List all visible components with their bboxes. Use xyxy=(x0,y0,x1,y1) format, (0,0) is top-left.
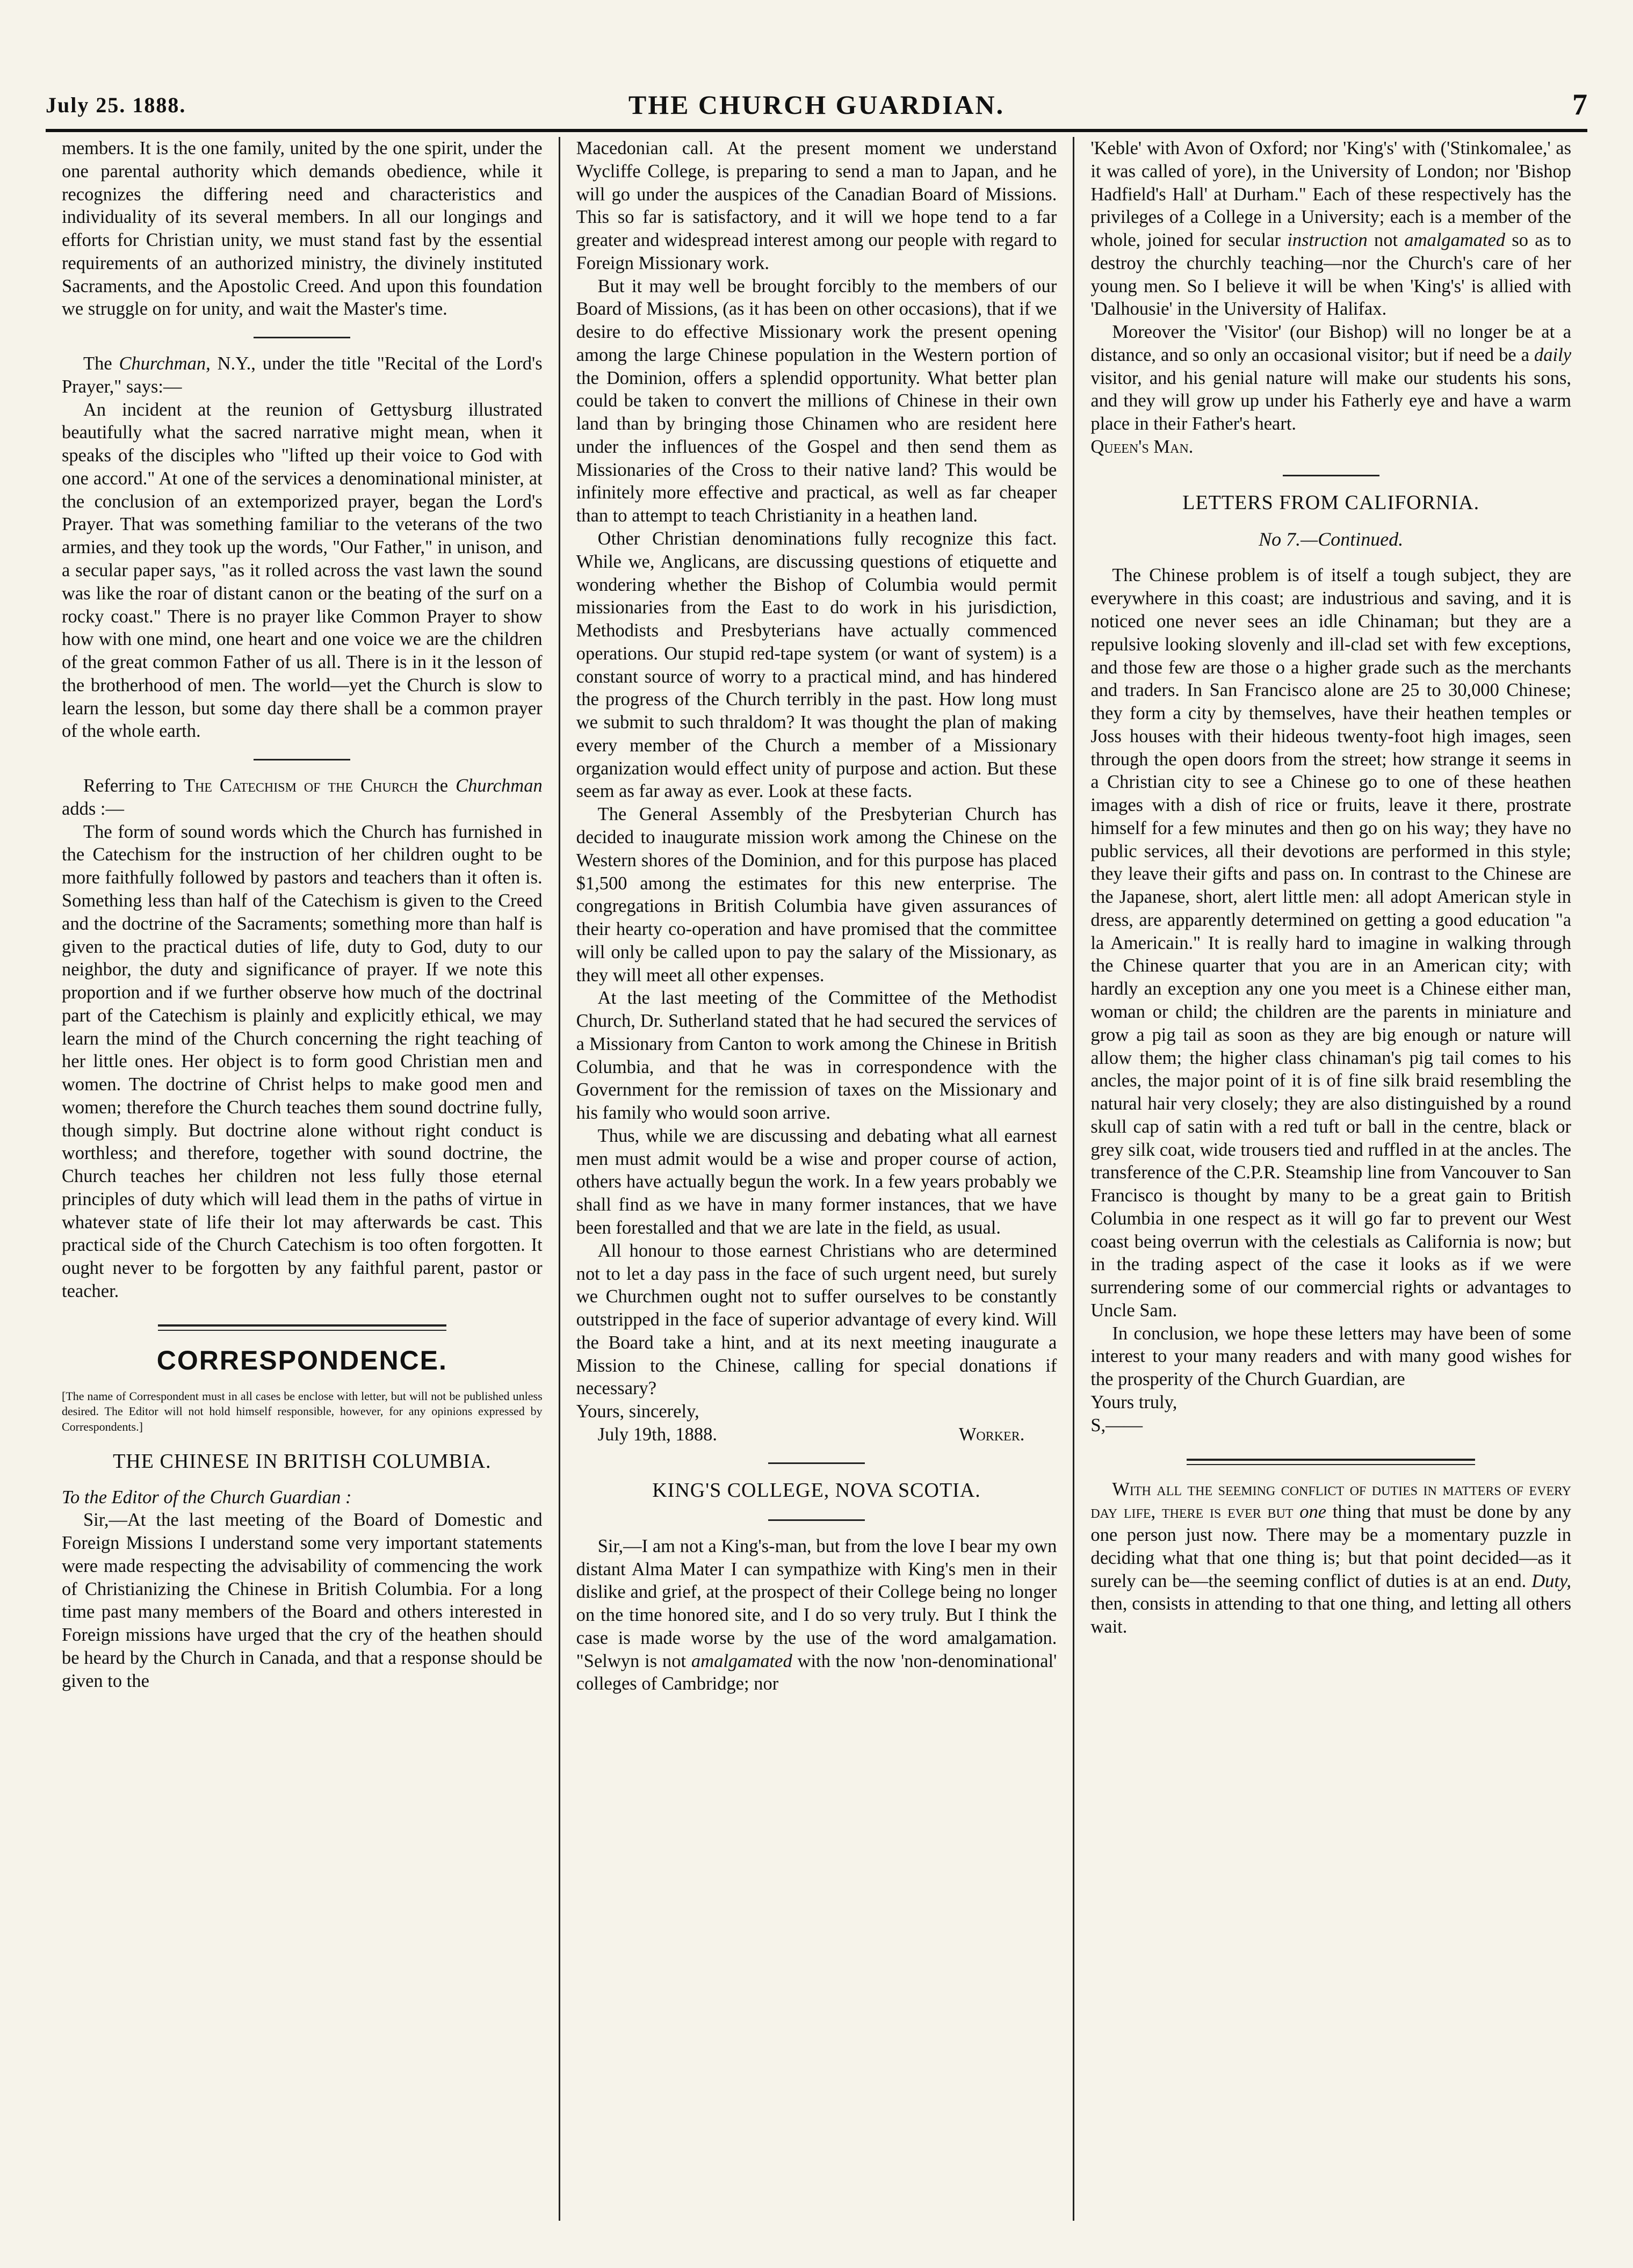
closing-line: Yours, sincerely, xyxy=(576,1401,699,1422)
paragraph: Moreover the 'Visitor' (our Bishop) will no longer be at a distance, and so only an occasional visitor; but if need be a daily visitor, and his genial nature will make our students his sons, and they will grow up under his Fatherly eye and have a warm place in their Father's heart. xyxy=(1090,322,1572,434)
quoted-paragraph: An incident at the reunion of Gettysburg illustrated beautifully what the sacred narrative might mean, when it speaks of the disciples who "lifted up their voice to God with one accord." At one of the services a denominational minister, at the conclusion of an extemporized prayer, began the Lord's Prayer. That was something familiar to the veterans of the two armies, and they took up the words, "Our Father," in unison, and a secular paper says, "as it rolled across the vast lawn the sound was like the roar of distant canon or the beating of the surf on a rocky coast." There is no prayer like Common Prayer to show how with one mind, one heart and one voice we are the children of the great common Father of us all. There is in it the lesson of the brotherhood of men. The world—yet the Church is slow to learn the lesson, but some day there shall be a common prayer of the whole earth. xyxy=(62,399,543,742)
article-headline: KING'S COLLEGE, NOVA SCOTIA. xyxy=(652,1479,981,1502)
signature: Queen's Man. xyxy=(1090,436,1194,457)
paragraph: Thus, while we are discussing and debating what all earnest men must admit would be a wise and proper course of action, others have actually begun the work. In a few years probably we shall find as we have in many former instances, that we have been forestalled and that we are late in the field, as usual. xyxy=(576,1125,1057,1238)
paragraph: But it may well be brought forcibly to the members of our Board of Missions, (as it has been on other occasions), that if we desire to do effective Missionary work the present opening among the large Chinese population in the Western portion of the Dominion, offers a splendid opportunity. What better plan could be taken to convert the millions of Chinese in their own land than by bringing those Chinamen who are resident here under the influences of the Gospel and then send them as Missionaries of the Cross to their native land? This would be infinitely more effective and practical, as well as far cheaper than to attempt to teach Christianity in a heathen land. xyxy=(576,276,1057,526)
paragraph: Sir,—At the last meeting of the Board of Domestic and Foreign Missions I understand some very important statements were made respecting the advisability of commencing the work of Christianizing the Chinese in British Columbia. For a long time past many members of the Board and others interested in Foreign missions have urged that the cry of the heathen should be heard by the Church in Canada, and that a response should be given to the xyxy=(62,1510,543,1691)
section-divider xyxy=(1187,1459,1475,1465)
section-title: CORRESPONDENCE. xyxy=(156,1345,447,1375)
divider xyxy=(768,1519,865,1521)
paragraph: In conclusion, we hope these letters may have been of some interest to your many readers and with many good wishes for the prosperity of the Church Guardian, are xyxy=(1090,1323,1572,1390)
letter-date: July 19th, 1888. xyxy=(597,1424,718,1445)
signature: S,—— xyxy=(1090,1415,1143,1436)
divider xyxy=(1283,475,1379,476)
text-columns xyxy=(46,137,1587,2221)
paragraph: The Churchman, N.Y., under the title "Recital of the Lord's Prayer," says:— xyxy=(62,353,543,397)
section-divider xyxy=(158,1324,446,1331)
paragraph: Macedonian call. At the present moment we understand Wycliffe College, is preparing to send a man to Japan, and he will go under the auspices of the Canadian Board of Missions. This so far is satisfactory, and it will we hope tend to a far greater and widespread interest among our people with regard to Foreign Missionary work. xyxy=(576,138,1057,273)
paragraph: With all the seeming conflict of duties in matters of every day life, there is ever but one thing that must be done by any one person just now. There may be a momentary puzzle in deciding what that one thing is; but that point decided—as it surely can be—the seeming conflict of duties is at an end. Duty, then, consists in attending to that one thing, and letting all others wait. xyxy=(1090,1479,1572,1637)
issue-date: July 25. 1888. xyxy=(46,92,186,117)
masthead xyxy=(46,81,1587,132)
paragraph: Sir,—I am not a King's-man, but from the love I bear my own distant Alma Mater I can sympathize with King's men in their dislike and grief, at the prospect of their College being no longer on the time honored site, and I do so very truly. But I think the case is made worse by the use of the word amalgamation. "Selwyn is not amalgamated with the now 'non-denominational' colleges of Cambridge; nor xyxy=(576,1535,1057,1694)
article-subhead: No 7.—Continued. xyxy=(1259,528,1404,550)
page-number: 7 xyxy=(1572,88,1587,121)
divider xyxy=(254,759,350,760)
column-3 xyxy=(1073,137,1587,2221)
editorial-note: [The name of Correspondent must in all cases be enclose with letter, but will not be published unless desired. The Editor will not hold himself responsible, however, for any opinions expressed by Correspondents.] xyxy=(62,1389,543,1433)
signature-line xyxy=(576,1423,1057,1446)
paragraph: Other Christian denominations fully recognize this fact. While we, Anglicans, are discussing questions of etiquette and wondering whether the Bishop of Columbia would permit missionaries from the East to do work in his jurisdiction, Methodists and Presbyterians have actually commenced operations. Our stupid red-tape system (or want of system) is a constant source of worry to a practical mind, and has hindered the progress of the Church terribly in the past. How long must we submit to such thraldom? It was thought the plan of making every member of the Church a member of a Missionary organization would effect unity of purpose and action. But these seem as far away as ever. Look at these facts. xyxy=(576,528,1057,802)
paragraph: At the last meeting of the Committee of the Methodist Church, Dr. Sutherland stated that he had secured the services of a Missionary from Canton to work among the Chinese in British Columbia, and that he was in correspondence with the Government for the remission of taxes on the Missionary and his family who would soon arrive. xyxy=(576,988,1057,1124)
divider xyxy=(768,1462,865,1464)
paragraph: The General Assembly of the Presbyterian Church has decided to inaugurate mission work among the Chinese on the Western shores of the Dominion, and for this purpose has placed $1,500 among the estimates for this new enterprise. The congregations in British Columbia have given assurances of their hearty co-operation and have promised that the committee will only be called upon to pay the salary of the Missionary, as they will meet all other expenses. xyxy=(576,804,1057,986)
column-1 xyxy=(46,137,559,2221)
article-headline: LETTERS FROM CALIFORNIA. xyxy=(1182,491,1480,514)
closing-line: Yours truly, xyxy=(1090,1392,1177,1413)
paragraph: 'Keble' with Avon of Oxford; nor 'King's' with ('Stinkomalee,' as it was called of yore), in the University of London; nor 'Bishop Hadfield's Hall' at Durham." Each of these respectively has the privileges of a College in a University; each is a member of the whole, joined for secular instruction not amalgamated so as to destroy the churchly teaching—nor the Church's care of her young men. So I believe it will be when 'King's' is allied with 'Dalhousie' in the University of Halifax. xyxy=(1090,138,1572,320)
quoted-paragraph: The form of sound words which the Church has furnished in the Catechism for the instruction of her children ought to be more faithfully followed by pastors and teachers than it often is. Something less than half of the Catechism is given to the Creed and the doctrine of the Sacraments; something more than half is given to the practical duties of life, duty to God, duty to our neighbor, the duty and significance of prayer. If we note this proportion and if we further observe how much of the doctrinal part of the Catechism is plainly and explicitly ethical, we may learn the mind of the Church concerning the right teaching of her little ones. Her object is to form good Christian men and women. The doctrine of Christ helps to make good men and women; therefore the Church teaches them sound doctrine fully, though simply. But doctrine alone without right conduct is worthless; and therefore, together with sound doctrine, the Church teaches her children not less fully those eternal principles of duty which will lead them in the paths of virtue in whatever state of life their lot may afterwards be cast. This practical side of the Church Catechism is too often forgotten. It ought never to be forgotten by any faithful parent, pastor or teacher. xyxy=(62,821,543,1301)
letter-address: To the Editor of the Church Guardian : xyxy=(62,1487,352,1508)
article-headline: THE CHINESE IN BRITISH COLUMBIA. xyxy=(113,1450,492,1473)
paragraph: The Chinese problem is of itself a tough subject, they are everywhere in this coast; are industrious and saving, and it is noticed one never sees an idle Chinaman; but they are a repulsive looking slovenly and ill-clad set with few exceptions, and those few are those o a higher grade such as the merchants and traders. In San Francisco alone are 25 to 30,000 Chinese; they form a city by themselves, have their heathen temples or Joss houses with their hideous twenty-foot high images, seen through the open doors from the street; how strange it seems in a Christian city to see a Chinese go to one of these heathen images with a dish of rice or fruits, leave it there, prostrate himself for a few minutes and then go on his way; they have no public services, all their devotions are performed in this style; they leave their gifts and pass on. In contrast to the Chinese are the Japanese, short, alert little men: all adopt American style in dress, are apparently determined on getting a good education "a la Americain." It is really hard to imagine in walking through the Chinese quarter that you are in an American city; with hardly an exception any one you meet is a Chinese either man, woman or child; the children are the parents in miniature and grow a pig tail as soon as they are big enough or nature will allow them; the higher class chinaman's pig tail comes to his ancles, the major point of it is of fine silk braid resembling the natural hair very closely; they are also distinguished by a round skull cap of satin with a red tuft or ball in the centre, black or grey silk coat, wide trousers tied and ruffled in at the ancles. The transference of the C.P.R. Steamship line from Vancouver to San Francisco is thought by many to be a great gain to British Columbia in one respect as it will go far to prevent our West coast being overrun with the celestials as California is now; but in the trading aspect of the case it looks as if we were surrendering some of our commercial rights or advantages to Uncle Sam. xyxy=(1090,565,1572,1321)
column-2 xyxy=(559,137,1073,2221)
paragraph: members. It is the one family, united by the one spirit, under the one parental authority which demands obedience, while it recognizes the differing need and characteristics and individuality of its several members. In all our longings and efforts for Christian unity, we must stand fast by the essential requirements of an authorized ministry, the divinely instituted Sacraments, and the Apostolic Creed. And upon this foundation we struggle on for unity, and wait the Master's time. xyxy=(62,138,543,320)
paragraph: Referring to The Catechism of the Church the Churchman adds :— xyxy=(62,776,543,819)
divider xyxy=(254,337,350,338)
signature: Worker. xyxy=(958,1424,1025,1445)
paragraph: All honour to those earnest Christians who are determined not to let a day pass in the face of such urgent need, but surely we Churchmen ought not to suffer ourselves to be constantly outstripped in the face of superior advantage of every kind. Will the Board take a hint, and at its next meeting inaugurate a Mission to the Chinese, calling for special donations if necessary? xyxy=(576,1240,1057,1399)
newspaper-title: THE CHURCH GUARDIAN. xyxy=(628,90,1005,120)
